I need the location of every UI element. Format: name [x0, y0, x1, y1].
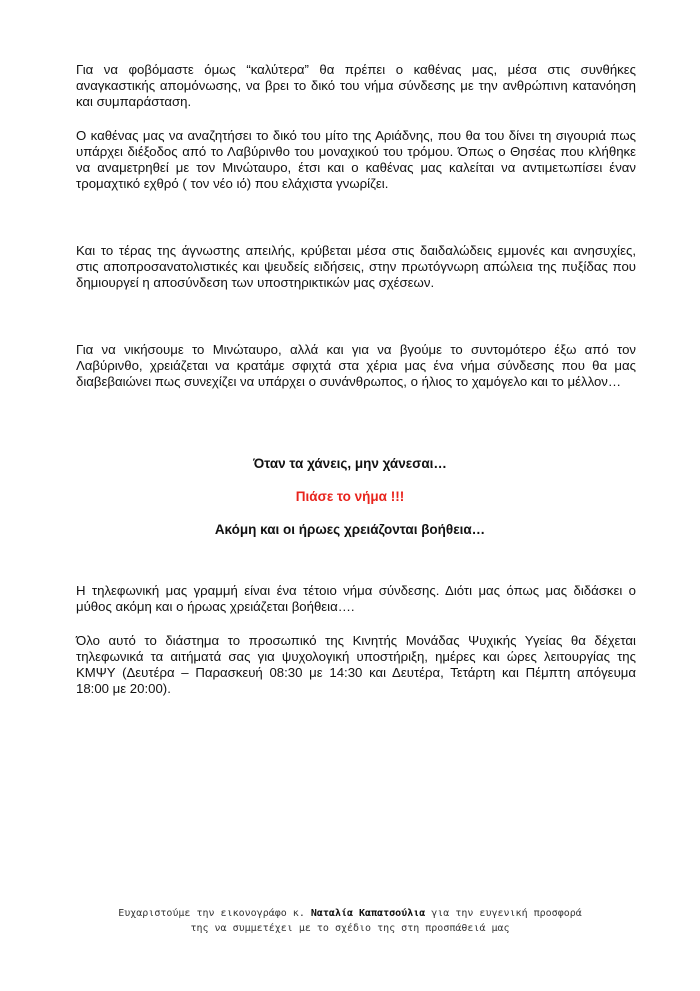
slogan-line-3: Ακόμη και οι ήρωες χρειάζονται βοήθεια… [214, 522, 486, 537]
paragraph-6: Όλο αυτό το διάστημα το προσωπικό της Κινητής Μονάδας Ψυχικής Υγείας θα δέχεται τηλεφωνικά τα αιτήματά σας για ψυχολογική υποστήριξη, ημέρες και ώρες λειτουργίας της ΚΜΨΥ (Δευτέρα – Παρασκευή 08:30 με 14:30 και Δευτέρα, Τετάρτη και Πέμπτη απόγευμα 18:00 με 20:00). [76, 633, 636, 696]
footer-line-1 [0, 906, 700, 921]
paragraph-5: Η τηλεφωνική μας γραμμή είναι ένα τέτοιο νήμα σύνδεσης. Διότι μας όπως μας διδάσκει ο μύθος ακόμη και ο ήρωας χρειάζεται βοήθεια…. [76, 583, 636, 614]
paragraph-4: Για να νικήσουμε το Μινώταυρο, αλλά και για να βγούμε το συντομότερο έξω από τον Λαβύρινθο, χρειάζεται να κρατάμε σφιχτά στα χέρια μας ένα νήμα σύνδεσης που θα μας διαβεβαιώνει πως συνεχίζει να υπάρχει ο συνάνθρωπος, ο ήλιος το χαμόγελο και το μέλλον… [76, 342, 636, 389]
paragraph-2: Ο καθένας μας να αναζητήσει το δικό του μίτο της Αριάδνης, που θα του δίνει τη σιγουριά πως υπάρχει διέξοδος από το Λαβύρινθο του μοναχικού του τρόμου. Όπως ο Θησέας που κλήθηκε να αναμετρηθεί με τον Μινώταυρο, έτσι και ο καθένας μας καλείται να αντιμετωπίσει έναν τρομαχτικό εχθρό ( τον νέο ιό) που ελάχιστα γνωρίζει. [76, 128, 636, 191]
footer-prefix: Ευχαριστούμε την εικονογράφο κ. [118, 908, 311, 919]
paragraph-3: Και το τέρας της άγνωστης απειλής, κρύβεται μέσα στις δαιδαλώδεις εμμονές και ανησυχίες, στις αποπροσανατολιστικές και ψευδείς ειδήσεις, στην πρωτόγνωρη απώλεια της πυξίδας που δημιουργεί η αποσύνδεση των υποστηρικτικών μας σχέσεων. [76, 243, 636, 290]
footer-line-2: της να συμμετέχει με το σχέδιο της στη προσπάθειά μας [190, 923, 510, 934]
acknowledgement-footer [0, 906, 700, 936]
footer-suffix: για την ευγενική προσφορά [425, 908, 582, 919]
slogan-line-2: Πιάσε το νήμα !!! [295, 489, 405, 504]
slogan-line-1: Όταν τα χάνεις, μην χάνεσαι… [253, 456, 447, 471]
paragraph-1: Για να φοβόμαστε όμως “καλύτερα” θα πρέπει ο καθένας μας, μέσα στις συνθήκες αναγκαστικής απομόνωσης, να βρει το δικό του νήμα σύνδεσης με την ανθρώπινη κατανόηση και συμπαράσταση. [76, 62, 636, 109]
illustrator-name: Ναταλία Καπατσούλια [310, 908, 426, 919]
